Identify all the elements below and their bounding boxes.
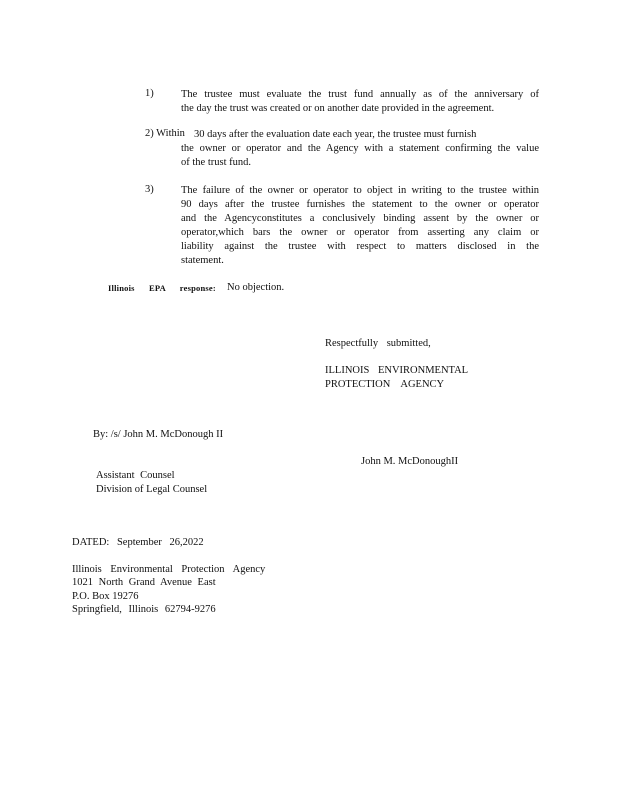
response-text: No objection. bbox=[227, 282, 285, 293]
date-line: DATED: September 26,2022 bbox=[72, 537, 204, 548]
item-line: operator,which bars the owner or operator from asserting any claim or bbox=[181, 227, 539, 238]
address-line: Springfield, Illinois 62794-9276 bbox=[72, 604, 216, 615]
signer-division: Division of Legal Counsel bbox=[96, 484, 208, 495]
item-line: The trustee must evaluate the trust fund annually as of the anniversary of bbox=[181, 89, 539, 100]
item-paragraph bbox=[194, 128, 524, 142]
signature-line: By: /s/ John M. McDonough II bbox=[93, 429, 224, 440]
item-line: The failure of the owner or operator to object in writing to the trustee within bbox=[181, 185, 539, 196]
item-number: 2) Within bbox=[145, 128, 185, 139]
agency-name-line1: ILLINOIS ENVIRONMENTAL bbox=[325, 365, 469, 376]
item-line: 90 days after the trustee furnishes the statement to the owner or operator bbox=[181, 199, 539, 210]
item-line: 30 days after the evaluation date each year, the trustee must furnish bbox=[194, 129, 477, 140]
item-line: the day the trust was created or on another date provided in the agreement. bbox=[181, 103, 495, 114]
item-number: 3) bbox=[145, 184, 154, 195]
item-line: and the Agencyconstitutes a conclusively binding assent by the owner or bbox=[181, 213, 539, 224]
agency-name-line2: PROTECTION AGENCY bbox=[325, 379, 445, 390]
item-line: of the trust fund. bbox=[181, 157, 251, 168]
item-number: 1) bbox=[145, 88, 154, 99]
signer-name: John M. McDonoughII bbox=[361, 456, 459, 467]
address-line: 1021 North Grand Avenue East bbox=[72, 577, 216, 588]
item-line: statement. bbox=[181, 255, 224, 266]
address-line: Illinois Environmental Protection Agency bbox=[72, 564, 266, 575]
address-line: P.O. Box 19276 bbox=[72, 591, 139, 602]
item-line: liability against the trustee with respect to matters disclosed in the bbox=[181, 241, 539, 252]
closing-text: Respectfully submitted, bbox=[325, 338, 431, 349]
response-label: Illinois EPA response: bbox=[108, 283, 216, 293]
item-paragraph bbox=[181, 88, 539, 116]
item-paragraph bbox=[181, 142, 539, 170]
item-line: the owner or operator and the Agency with a statement confirming the value bbox=[181, 143, 539, 154]
signer-title: Assistant Counsel bbox=[96, 470, 175, 481]
item-paragraph bbox=[181, 184, 539, 268]
